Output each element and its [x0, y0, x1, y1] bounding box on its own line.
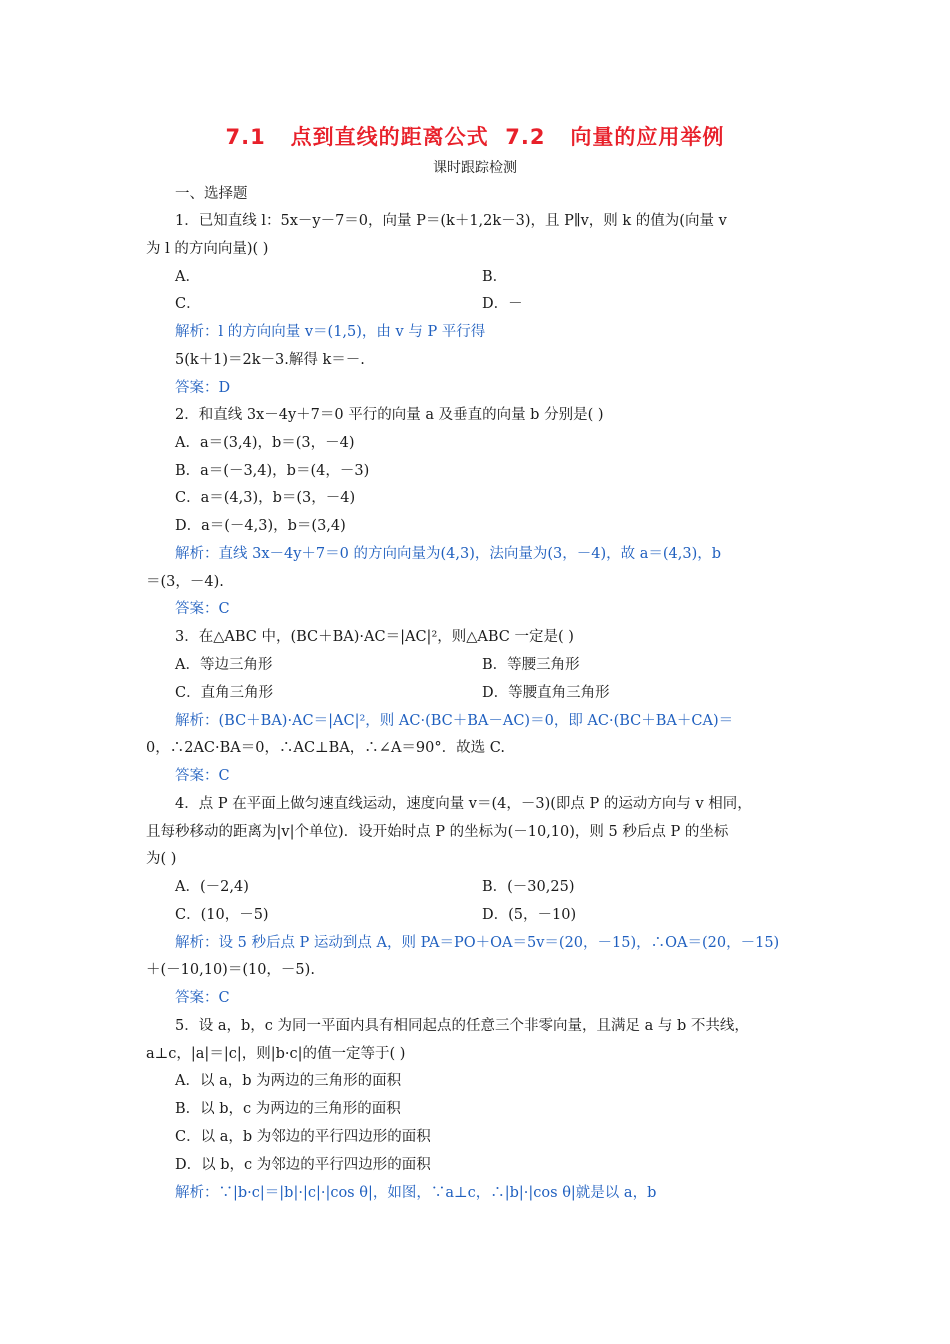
text-line: a⊥c，|a|＝|c|，则|b·c|的值一定等于( ) — [146, 1046, 406, 1062]
text-line: C．a＝(4,3)，b＝(3，－4) — [175, 490, 356, 506]
text-line: A．以 a，b 为两边的三角形的面积 — [175, 1073, 402, 1089]
text-line: A．a＝(3,4)，b＝(3，－4) — [175, 435, 355, 451]
text-line: 5(k＋1)＝2k－3.解得 k＝－. — [175, 352, 365, 368]
text-line: 4．点 P 在平面上做匀速直线运动，速度向量 v＝(4，－3)(即点 P 的运动方向与 v 相同， — [175, 796, 752, 812]
text-line: 为( ) — [146, 851, 177, 867]
text-line: B．(－30,25) — [482, 879, 575, 895]
text-line: D．(5，－10) — [482, 907, 577, 923]
text-line: ＋(－10,10)＝(10，－5). — [146, 962, 315, 978]
text-line: 且每秒移动的距离为|v|个单位)．设开始时点 P 的坐标为(－10,10)，则 5 秒后点 P 的坐标 — [146, 824, 729, 840]
text-line: D．等腰直角三角形 — [482, 685, 610, 701]
page-title: 7.1 点到直线的距离公式 7.2 向量的应用举例 — [225, 125, 725, 149]
text-line: C．以 a，b 为邻边的平行四边形的面积 — [175, 1129, 431, 1145]
text-line: ＝(3，－4). — [146, 574, 224, 590]
text-line: C．(10，－5) — [175, 907, 269, 923]
text-line: 为 l 的方向向量)( ) — [146, 241, 269, 257]
text-line: 一、选择题 — [175, 186, 248, 202]
text-line: 解析：∵|b·c|＝|b|·|c|·|cos θ|，如图，∵a⊥c，∴|b|·|cos θ|就是以 a，b — [175, 1185, 657, 1201]
page-subtitle: 课时跟踪检测 — [433, 160, 517, 176]
text-line: B． — [482, 269, 508, 285]
text-line: A．(－2,4) — [175, 879, 249, 895]
text-line: 答案：D — [175, 380, 231, 396]
text-line: D．以 b，c 为邻边的平行四边形的面积 — [175, 1157, 431, 1173]
text-line: C． — [175, 296, 201, 312]
text-line: 3．在△ABC 中，(BC＋BA)·AC＝|AC|²，则△ABC 一定是( ) — [175, 629, 574, 645]
text-line: B．以 b，c 为两边的三角形的面积 — [175, 1101, 401, 1117]
text-line: 答案：C — [175, 601, 230, 617]
text-line: B．a＝(－3,4)，b＝(4，－3) — [175, 463, 370, 479]
text-line: 解析：设 5 秒后点 P 运动到点 A，则 PA＝PO＋OA＝5v＝(20，－15)，∴OA＝(20，－15) — [175, 935, 780, 951]
text-line: D．－ — [482, 296, 523, 312]
text-line: 解析：(BC＋BA)·AC＝|AC|²，则 AC·(BC＋BA－AC)＝0，即 AC·(BC＋BA＋CA)＝ — [175, 713, 734, 729]
text-line: 解析：直线 3x－4y＋7＝0 的方向向量为(4,3)，法向量为(3，－4)，故 a＝(4,3)，b — [175, 546, 722, 562]
text-line: 2．和直线 3x－4y＋7＝0 平行的向量 a 及垂直的向量 b 分别是( ) — [175, 407, 604, 423]
text-line: A．等边三角形 — [175, 657, 273, 673]
text-line: 解析：l 的方向向量 v＝(1,5)，由 v 与 P 平行得 — [175, 324, 486, 340]
text-line: B．等腰三角形 — [482, 657, 580, 673]
text-line: A． — [175, 269, 200, 285]
text-line: 答案：C — [175, 768, 230, 784]
text-line: 答案：C — [175, 990, 230, 1006]
text-line: 1．已知直线 l：5x－y－7＝0，向量 P＝(k＋1,2k－3)，且 P∥v，则 k 的值为(向量 v — [175, 213, 727, 229]
text-line: 5．设 a，b，c 为同一平面内具有相同起点的任意三个非零向量，且满足 a 与 b 不共线， — [175, 1018, 749, 1034]
text-line: 0，∴2AC·BA＝0，∴AC⊥BA，∴∠A＝90°．故选 C. — [146, 740, 505, 756]
text-line: C．直角三角形 — [175, 685, 274, 701]
text-line: D．a＝(－4,3)，b＝(3,4) — [175, 518, 346, 534]
